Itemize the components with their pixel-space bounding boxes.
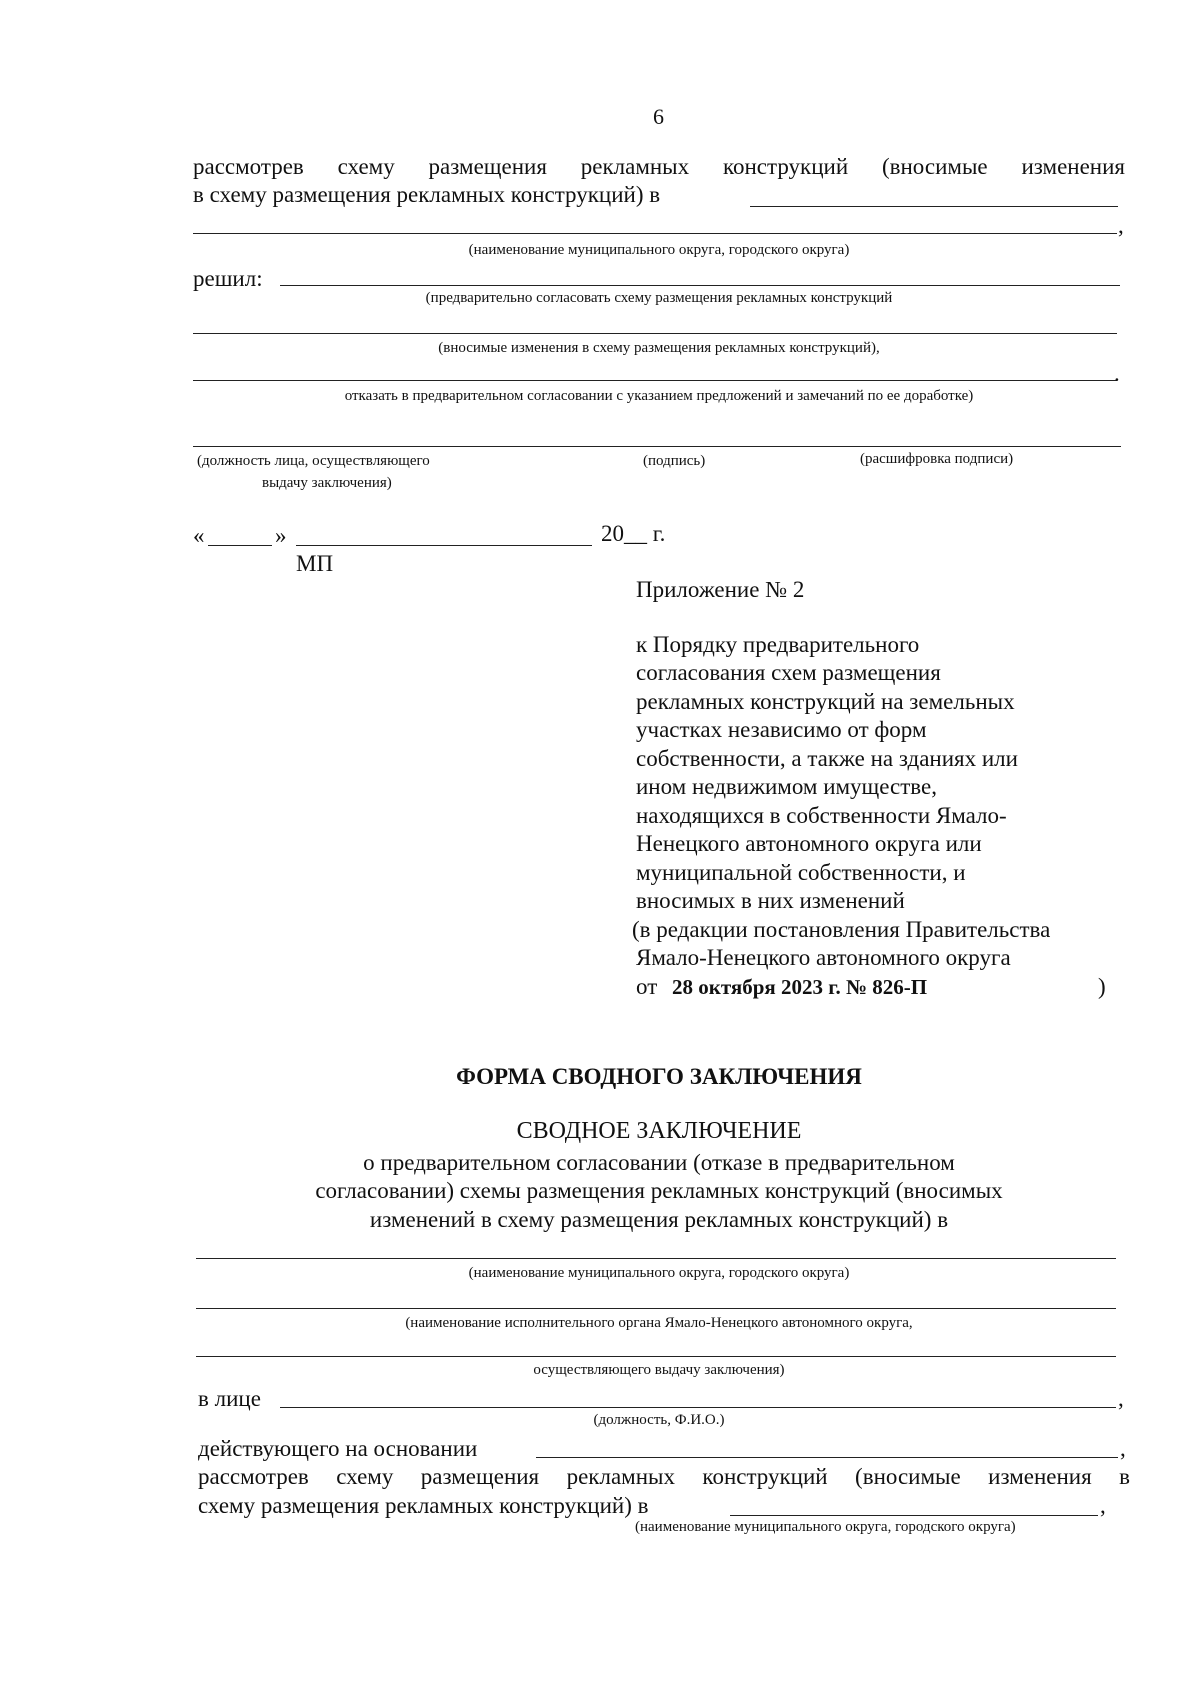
caption-person: (должность, Ф.И.О.)	[593, 1412, 725, 1428]
comma: ,	[1118, 213, 1124, 238]
basis-label: действующего на основании	[198, 1436, 478, 1461]
form-heading: ФОРМА СВОДНОГО ЗАКЛЮЧЕНИЯ	[456, 1064, 862, 1089]
appendix-line: согласования схем размещения	[636, 660, 941, 685]
date-day-line	[208, 545, 272, 546]
appendix-line: Ямало-Ненецкого автономного округа	[636, 945, 1011, 970]
form-subtitle: СВОДНОЕ ЗАКЛЮЧЕНИЕ	[516, 1118, 802, 1144]
comma: ,	[1118, 1386, 1124, 1411]
appendix-line: (в редакции постановления Правительства	[632, 917, 1051, 942]
form-subtitle-line: о предварительном согласовании (отказе в предварительном	[363, 1150, 955, 1175]
decided-label: решил:	[193, 266, 263, 291]
appendix-line: участках независимо от форм	[636, 717, 927, 742]
caption-signature-decode: (расшифровка подписи)	[860, 451, 1014, 467]
appendix-title: Приложение № 2	[636, 577, 805, 602]
fill-line	[196, 1258, 1116, 1259]
caption-position: выдачу заключения)	[262, 475, 392, 491]
paragraph-line: рассмотрев схему размещения рекламных конструкций (вносимые изменения	[193, 154, 1125, 179]
fill-line	[280, 1407, 1116, 1408]
appendix-line: рекламных конструкций на земельных	[636, 689, 1015, 714]
fill-line	[196, 1356, 1116, 1357]
form-subtitle-line: согласовании) схемы размещения рекламных конструкций (вносимых	[315, 1178, 1003, 1203]
paragraph-line: рассмотрев схему размещения рекламных конструкций (вносимые изменения в	[198, 1464, 1130, 1489]
appendix-from: от	[636, 974, 658, 999]
fill-line	[730, 1515, 1098, 1516]
fill-line	[193, 233, 1117, 234]
caption-decision-3: отказать в предварительном согласовании с указанием предложений и замечаний по ее доработке)	[344, 388, 974, 404]
appendix-line: вносимых в них изменений	[636, 888, 905, 913]
caption-municipality: (наименование муниципального округа, городского округа)	[468, 1265, 850, 1281]
signature-line	[193, 446, 1121, 447]
fill-line	[280, 285, 1120, 286]
fill-line	[193, 380, 1117, 381]
form-subtitle-line: изменений в схему размещения рекламных конструкций) в	[369, 1207, 949, 1232]
caption-position: (должность лица, осуществляющего	[197, 453, 430, 469]
caption-signature: (подпись)	[643, 453, 706, 469]
fill-line	[193, 333, 1117, 334]
decree-reference: 28 октября 2023 г. № 826-П	[672, 975, 928, 999]
caption-municipality: (наименование муниципального округа, городского округа)	[635, 1519, 1016, 1535]
stamp-label: МП	[296, 551, 334, 576]
appendix-line: ином недвижимом имуществе,	[636, 774, 937, 799]
date-year: 20__ г.	[601, 521, 666, 546]
appendix-line: находящихся в собственности Ямало-	[636, 803, 1007, 828]
comma: ,	[1100, 1493, 1106, 1518]
paragraph-line: в схему размещения рекламных конструкций) в	[193, 182, 661, 207]
page-number: 6	[653, 104, 664, 129]
period: .	[1114, 361, 1120, 386]
appendix-close-paren: )	[1098, 974, 1106, 999]
caption-decision-2: (вносимые изменения в схему размещения рекламных конструкций),	[438, 340, 880, 356]
date-close-quote: »	[275, 523, 287, 548]
appendix-line: муниципальной собственности, и	[636, 860, 966, 885]
comma: ,	[1120, 1436, 1126, 1461]
date-month-line	[296, 545, 592, 546]
appendix-line: собственности, а также на зданиях или	[636, 746, 1018, 771]
person-label: в лице	[198, 1386, 261, 1411]
appendix-line: к Порядку предварительного	[636, 632, 920, 657]
date-open-quote: «	[193, 523, 205, 548]
fill-line	[196, 1308, 1116, 1309]
fill-line	[750, 206, 1118, 207]
fill-line	[536, 1457, 1118, 1458]
paragraph-line: схему размещения рекламных конструкций) в	[198, 1493, 649, 1518]
caption-decision-1: (предварительно согласовать схему размещения рекламных конструкций	[425, 290, 893, 306]
caption-executive: осуществляющего выдачу заключения)	[533, 1362, 785, 1378]
caption-executive: (наименование исполнительного органа Ямало-Ненецкого автономного округа,	[405, 1315, 913, 1331]
caption-municipality: (наименование муниципального округа, городского округа)	[468, 242, 850, 258]
appendix-line: Ненецкого автономного округа или	[636, 831, 982, 856]
